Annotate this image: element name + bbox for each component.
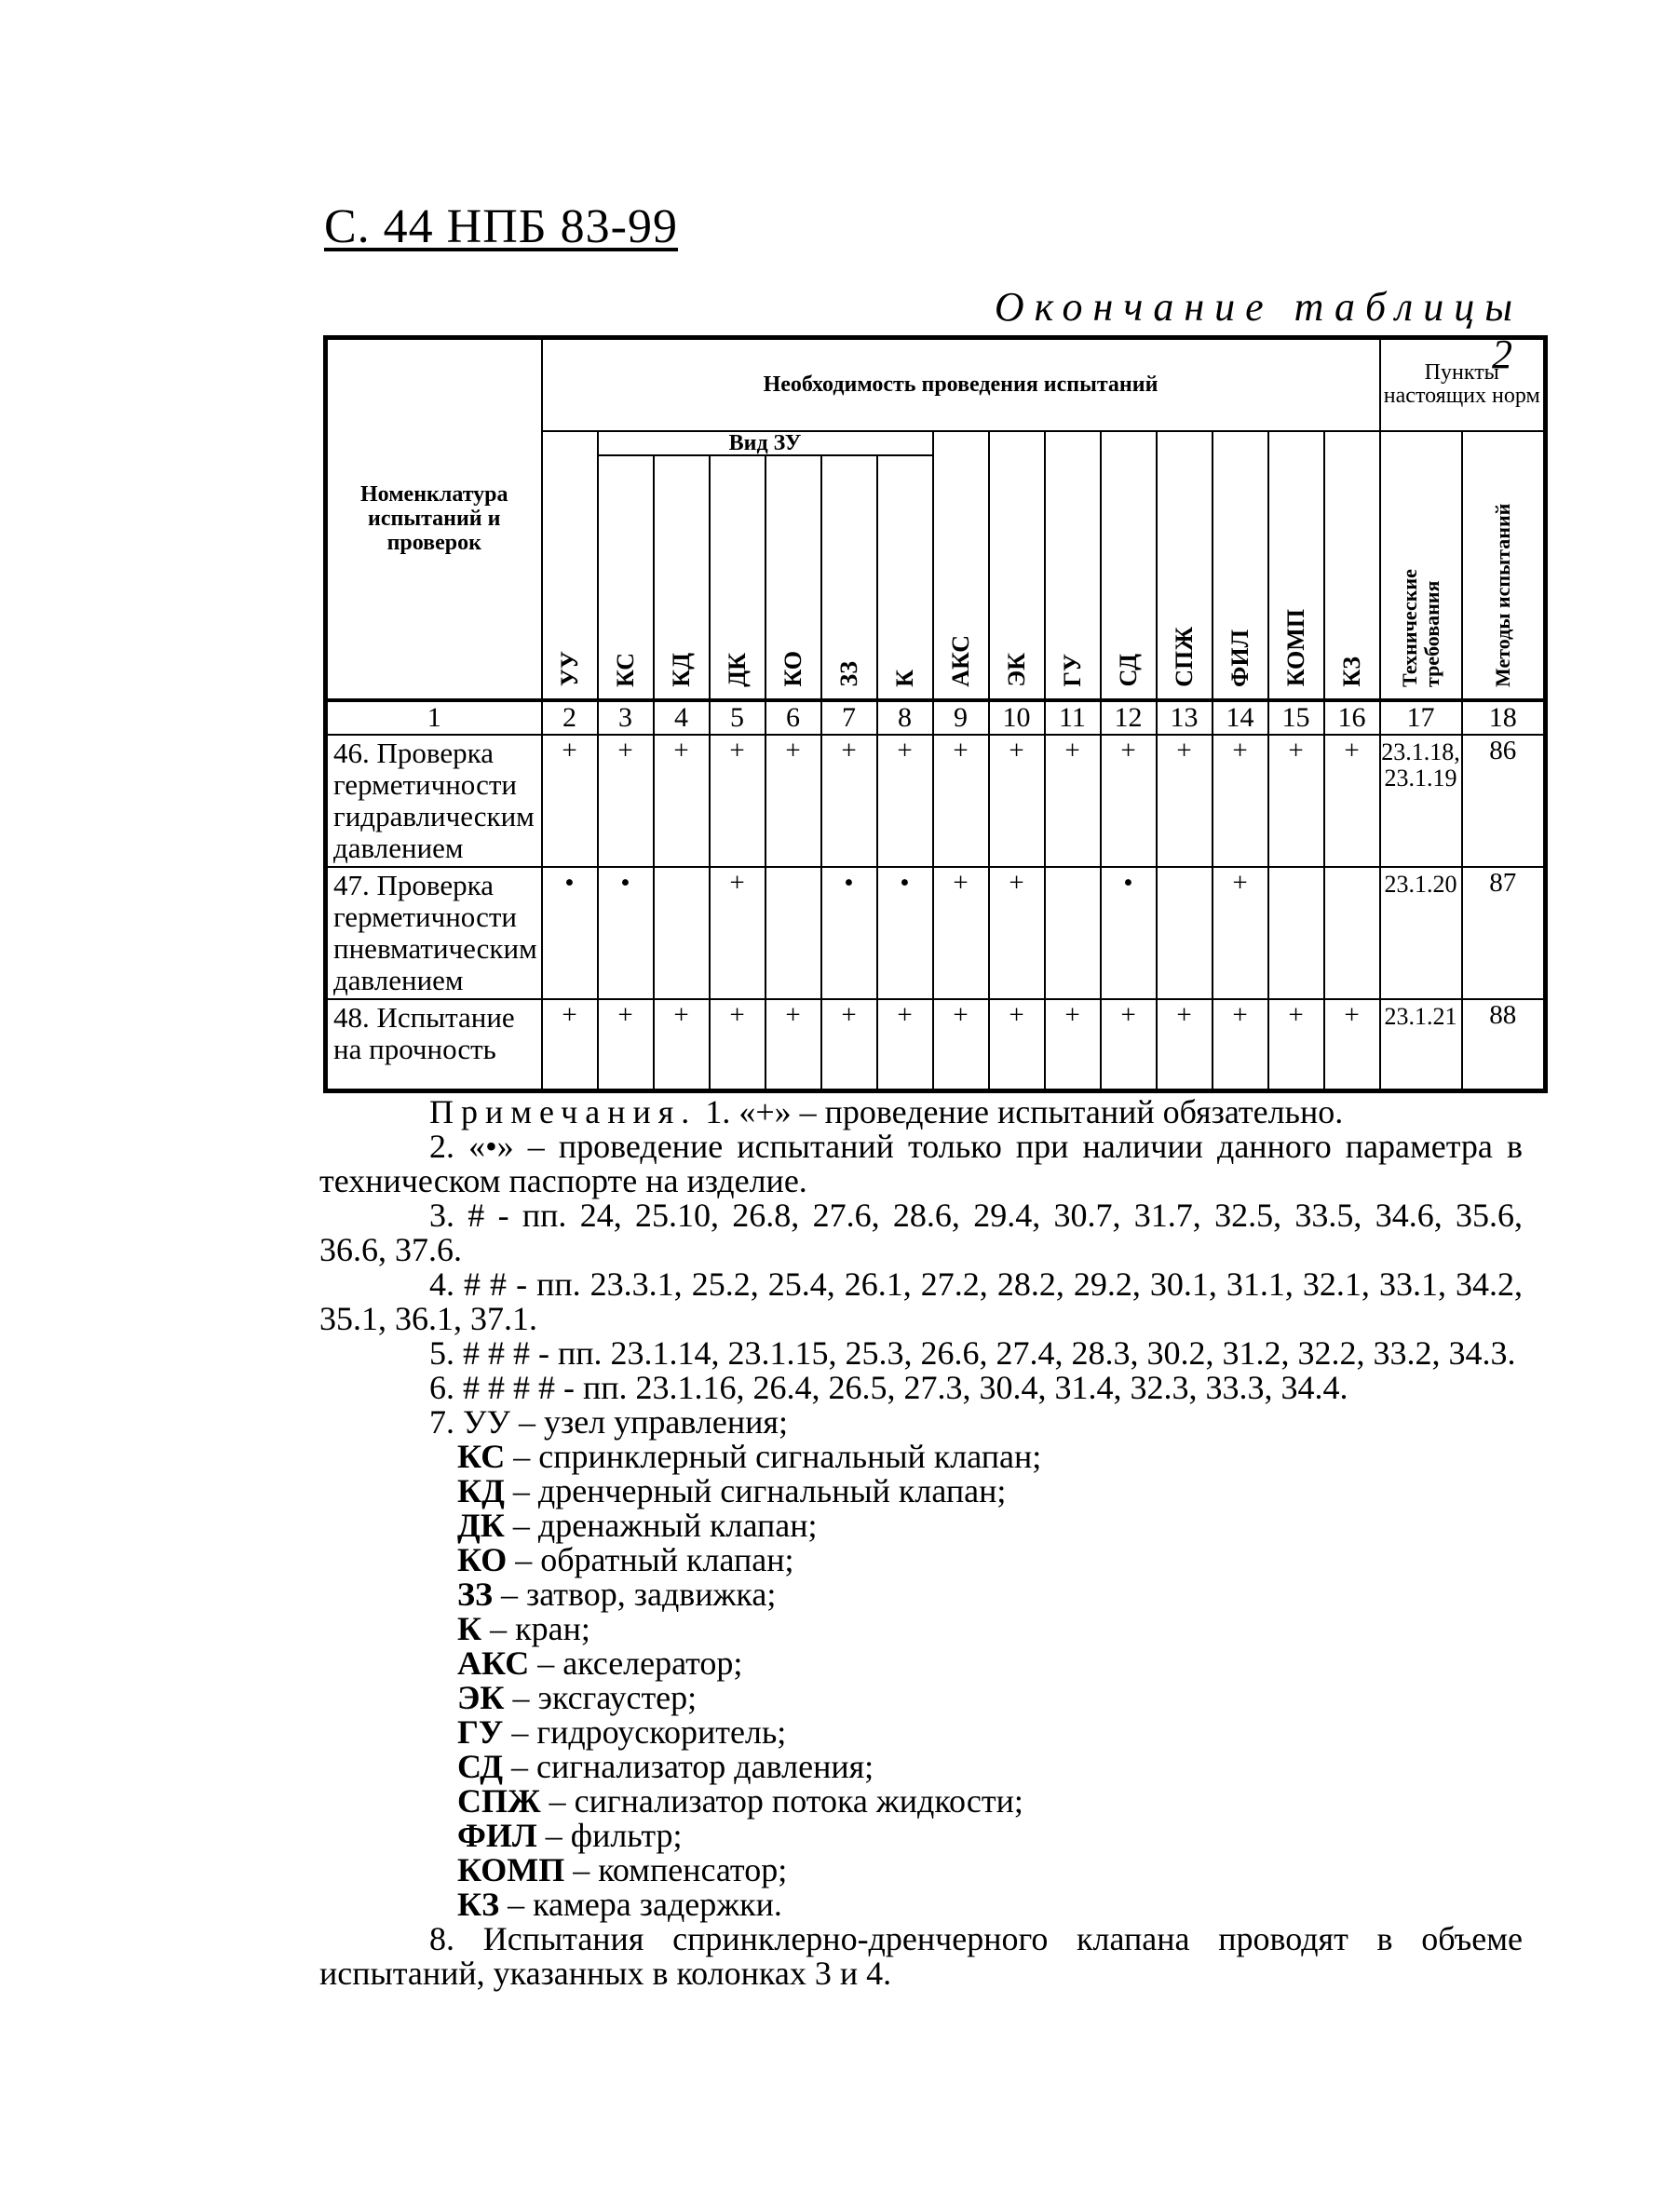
- col-header-kd: КД: [654, 455, 710, 700]
- mark-cell: +: [654, 999, 710, 1091]
- col-number: 11: [1045, 700, 1101, 735]
- col-number: 17: [1380, 700, 1462, 735]
- mark-cell: [654, 867, 710, 999]
- abbr-item: СПЖ – сигнализатор потока жидкости;: [457, 1782, 1023, 1820]
- tech-req-cell: 23.1.21: [1380, 999, 1462, 1091]
- col-header-fil: ФИЛ: [1213, 431, 1268, 700]
- col-header-aks: АКС: [933, 431, 989, 700]
- col-number: 5: [710, 700, 765, 735]
- col-number: 13: [1157, 700, 1213, 735]
- col-header-k: К: [877, 455, 933, 700]
- mark-cell: +: [1101, 735, 1157, 867]
- col-header-sd: СД: [1101, 431, 1157, 700]
- note-1-text: 1. «+» – проведение испытаний обязательно.: [705, 1093, 1344, 1130]
- col-header-spzh: СПЖ: [1157, 431, 1213, 700]
- mark-cell: +: [1268, 999, 1324, 1091]
- mark-cell: +: [598, 735, 654, 867]
- mark-cell: +: [598, 999, 654, 1091]
- col-number: 12: [1101, 700, 1157, 735]
- mark-cell: +: [1213, 735, 1268, 867]
- mark-cell: +: [933, 735, 989, 867]
- col-header-methods: Методы испытаний: [1462, 431, 1546, 700]
- col-number: 1: [326, 700, 542, 735]
- tech-req-cell: 23.1.18, 23.1.19: [1380, 735, 1462, 867]
- mark-cell: +: [989, 735, 1045, 867]
- abbr-item: ДК – дренажный клапан;: [457, 1507, 818, 1544]
- test-name: 46. Проверка герметичности гидравлическим давлением: [326, 735, 542, 867]
- col-header-komp: КОМП: [1268, 431, 1324, 700]
- abbr-item: К – кран;: [457, 1610, 590, 1647]
- mark-cell: +: [933, 867, 989, 999]
- tech-req-cell: 23.1.20: [1380, 867, 1462, 999]
- method-cell: 86: [1462, 735, 1546, 867]
- mark-cell: +: [710, 999, 765, 1091]
- abbr-item: ФИЛ – фильтр;: [457, 1817, 683, 1854]
- column-numbers-row: [326, 700, 1546, 735]
- method-cell: 87: [1462, 867, 1546, 999]
- notes-section: [319, 1095, 1523, 1991]
- tests-table: [323, 335, 1548, 1093]
- note-4: 4. # # - пп. 23.3.1, 25.2, 25.4, 26.1, 27.2, 28.2, 29.2, 30.1, 31.1, 32.1, 33.1, 34.2, 35.1, 36.1, 37.1.: [319, 1265, 1523, 1337]
- mark-cell: •: [598, 867, 654, 999]
- abbr-item: КЗ – камера задержки.: [457, 1886, 782, 1923]
- col-number: 15: [1268, 700, 1324, 735]
- col-header-dk: ДК: [710, 455, 765, 700]
- col-header-uu: УУ: [542, 431, 598, 700]
- mark-cell: +: [877, 735, 933, 867]
- note-2: 2. «•» – проведение испытаний только при наличии данного параметра в техническом паспорте на изделие.: [319, 1128, 1523, 1199]
- col-number: 7: [821, 700, 877, 735]
- mark-cell: [1268, 867, 1324, 999]
- mark-cell: •: [542, 867, 598, 999]
- col-number: 3: [598, 700, 654, 735]
- abbr-item: ЭК – эксгаустер;: [457, 1679, 698, 1716]
- col-number: 8: [877, 700, 933, 735]
- abbr-item: КС – спринклерный сигнальный клапан;: [457, 1438, 1042, 1475]
- mark-cell: •: [821, 867, 877, 999]
- col-number: 6: [765, 700, 821, 735]
- mark-cell: •: [1101, 867, 1157, 999]
- mark-cell: +: [542, 999, 598, 1091]
- abbreviation-list: [457, 1440, 1523, 1922]
- mark-cell: +: [1324, 999, 1380, 1091]
- mark-cell: +: [1268, 735, 1324, 867]
- note-3: 3. # - пп. 24, 25.10, 26.8, 27.6, 28.6, 29.4, 30.7, 31.7, 32.5, 33.5, 34.6, 35.6, 36.6, 37.6.: [319, 1197, 1523, 1268]
- mark-cell: +: [710, 735, 765, 867]
- col-number: 2: [542, 700, 598, 735]
- col-header-ks: КС: [598, 455, 654, 700]
- col-header-zz: ЗЗ: [821, 455, 877, 700]
- col-number: 10: [989, 700, 1045, 735]
- abbr-item: АКС – акселератор;: [457, 1644, 743, 1682]
- mark-cell: +: [821, 735, 877, 867]
- abbr-item: КД – дренчерный сигнальный клапан;: [457, 1472, 1007, 1509]
- mark-cell: +: [654, 735, 710, 867]
- mark-cell: +: [710, 867, 765, 999]
- col-number: 14: [1213, 700, 1268, 735]
- mark-cell: +: [989, 999, 1045, 1091]
- abbr-item: КО – обратный клапан;: [457, 1541, 794, 1578]
- mark-cell: +: [1101, 999, 1157, 1091]
- abbr-item: ЗЗ – затвор, задвижка;: [457, 1576, 777, 1613]
- table-caption: Окончание таблицы 2: [994, 284, 1523, 377]
- mark-cell: +: [877, 999, 933, 1091]
- zu-type-header: Вид ЗУ: [598, 431, 933, 455]
- col-nomenclature-header: Номенклатура испытаний и проверок: [326, 338, 542, 700]
- col-header-ko: КО: [765, 455, 821, 700]
- notes-title: Примечания.: [429, 1093, 698, 1130]
- mark-cell: +: [1045, 999, 1101, 1091]
- test-name: 48. Испытание на прочность: [326, 999, 542, 1091]
- mark-cell: [1045, 867, 1101, 999]
- mark-cell: +: [765, 735, 821, 867]
- table-row-48: [326, 999, 1546, 1091]
- necessity-header: Необходимость проведения испытаний: [542, 338, 1380, 431]
- col-header-kz: КЗ: [1324, 431, 1380, 700]
- col-number: 18: [1462, 700, 1546, 735]
- col-header-gu: ГУ: [1045, 431, 1101, 700]
- mark-cell: +: [765, 999, 821, 1091]
- points-header: Пункты настоящих норм: [1380, 338, 1546, 431]
- note-7: 7. УУ – узел управления;: [429, 1403, 788, 1441]
- mark-cell: +: [1324, 735, 1380, 867]
- mark-cell: +: [933, 999, 989, 1091]
- mark-cell: +: [542, 735, 598, 867]
- mark-cell: +: [1213, 999, 1268, 1091]
- col-number: 9: [933, 700, 989, 735]
- mark-cell: +: [821, 999, 877, 1091]
- note-5: 5. # # # - пп. 23.1.14, 23.1.15, 25.3, 26.6, 27.4, 28.3, 30.2, 31.2, 32.2, 33.2, 34.3.: [429, 1334, 1516, 1372]
- col-header-ek: ЭК: [989, 431, 1045, 700]
- page-header: С. 44 НПБ 83-99: [324, 200, 678, 253]
- test-name: 47. Проверка герметичности пневматическим давлением: [326, 867, 542, 999]
- table-row-47: [326, 867, 1546, 999]
- note-8: 8. Испытания спринклерно-дренчерного клапана проводят в объеме испытаний, указанных в колонках 3 и 4.: [319, 1920, 1523, 1992]
- col-header-tech-req: Технические требования: [1380, 431, 1462, 700]
- col-number: 4: [654, 700, 710, 735]
- abbr-item: ГУ – гидроускоритель;: [457, 1713, 787, 1751]
- note-1: [319, 1095, 1523, 1130]
- mark-cell: [765, 867, 821, 999]
- note-6: 6. # # # # - пп. 23.1.16, 26.4, 26.5, 27.3, 30.4, 31.4, 32.3, 33.3, 34.4.: [429, 1369, 1348, 1406]
- mark-cell: +: [1045, 735, 1101, 867]
- mark-cell: +: [1157, 999, 1213, 1091]
- col-number: 16: [1324, 700, 1380, 735]
- abbr-item: КОМП – компенсатор;: [457, 1851, 788, 1888]
- abbr-item: СД – сигнализатор давления;: [457, 1748, 874, 1785]
- mark-cell: +: [1157, 735, 1213, 867]
- method-cell: 88: [1462, 999, 1546, 1091]
- mark-cell: +: [989, 867, 1045, 999]
- mark-cell: [1324, 867, 1380, 999]
- mark-cell: [1157, 867, 1213, 999]
- table-row-46: [326, 735, 1546, 867]
- mark-cell: +: [1213, 867, 1268, 999]
- mark-cell: •: [877, 867, 933, 999]
